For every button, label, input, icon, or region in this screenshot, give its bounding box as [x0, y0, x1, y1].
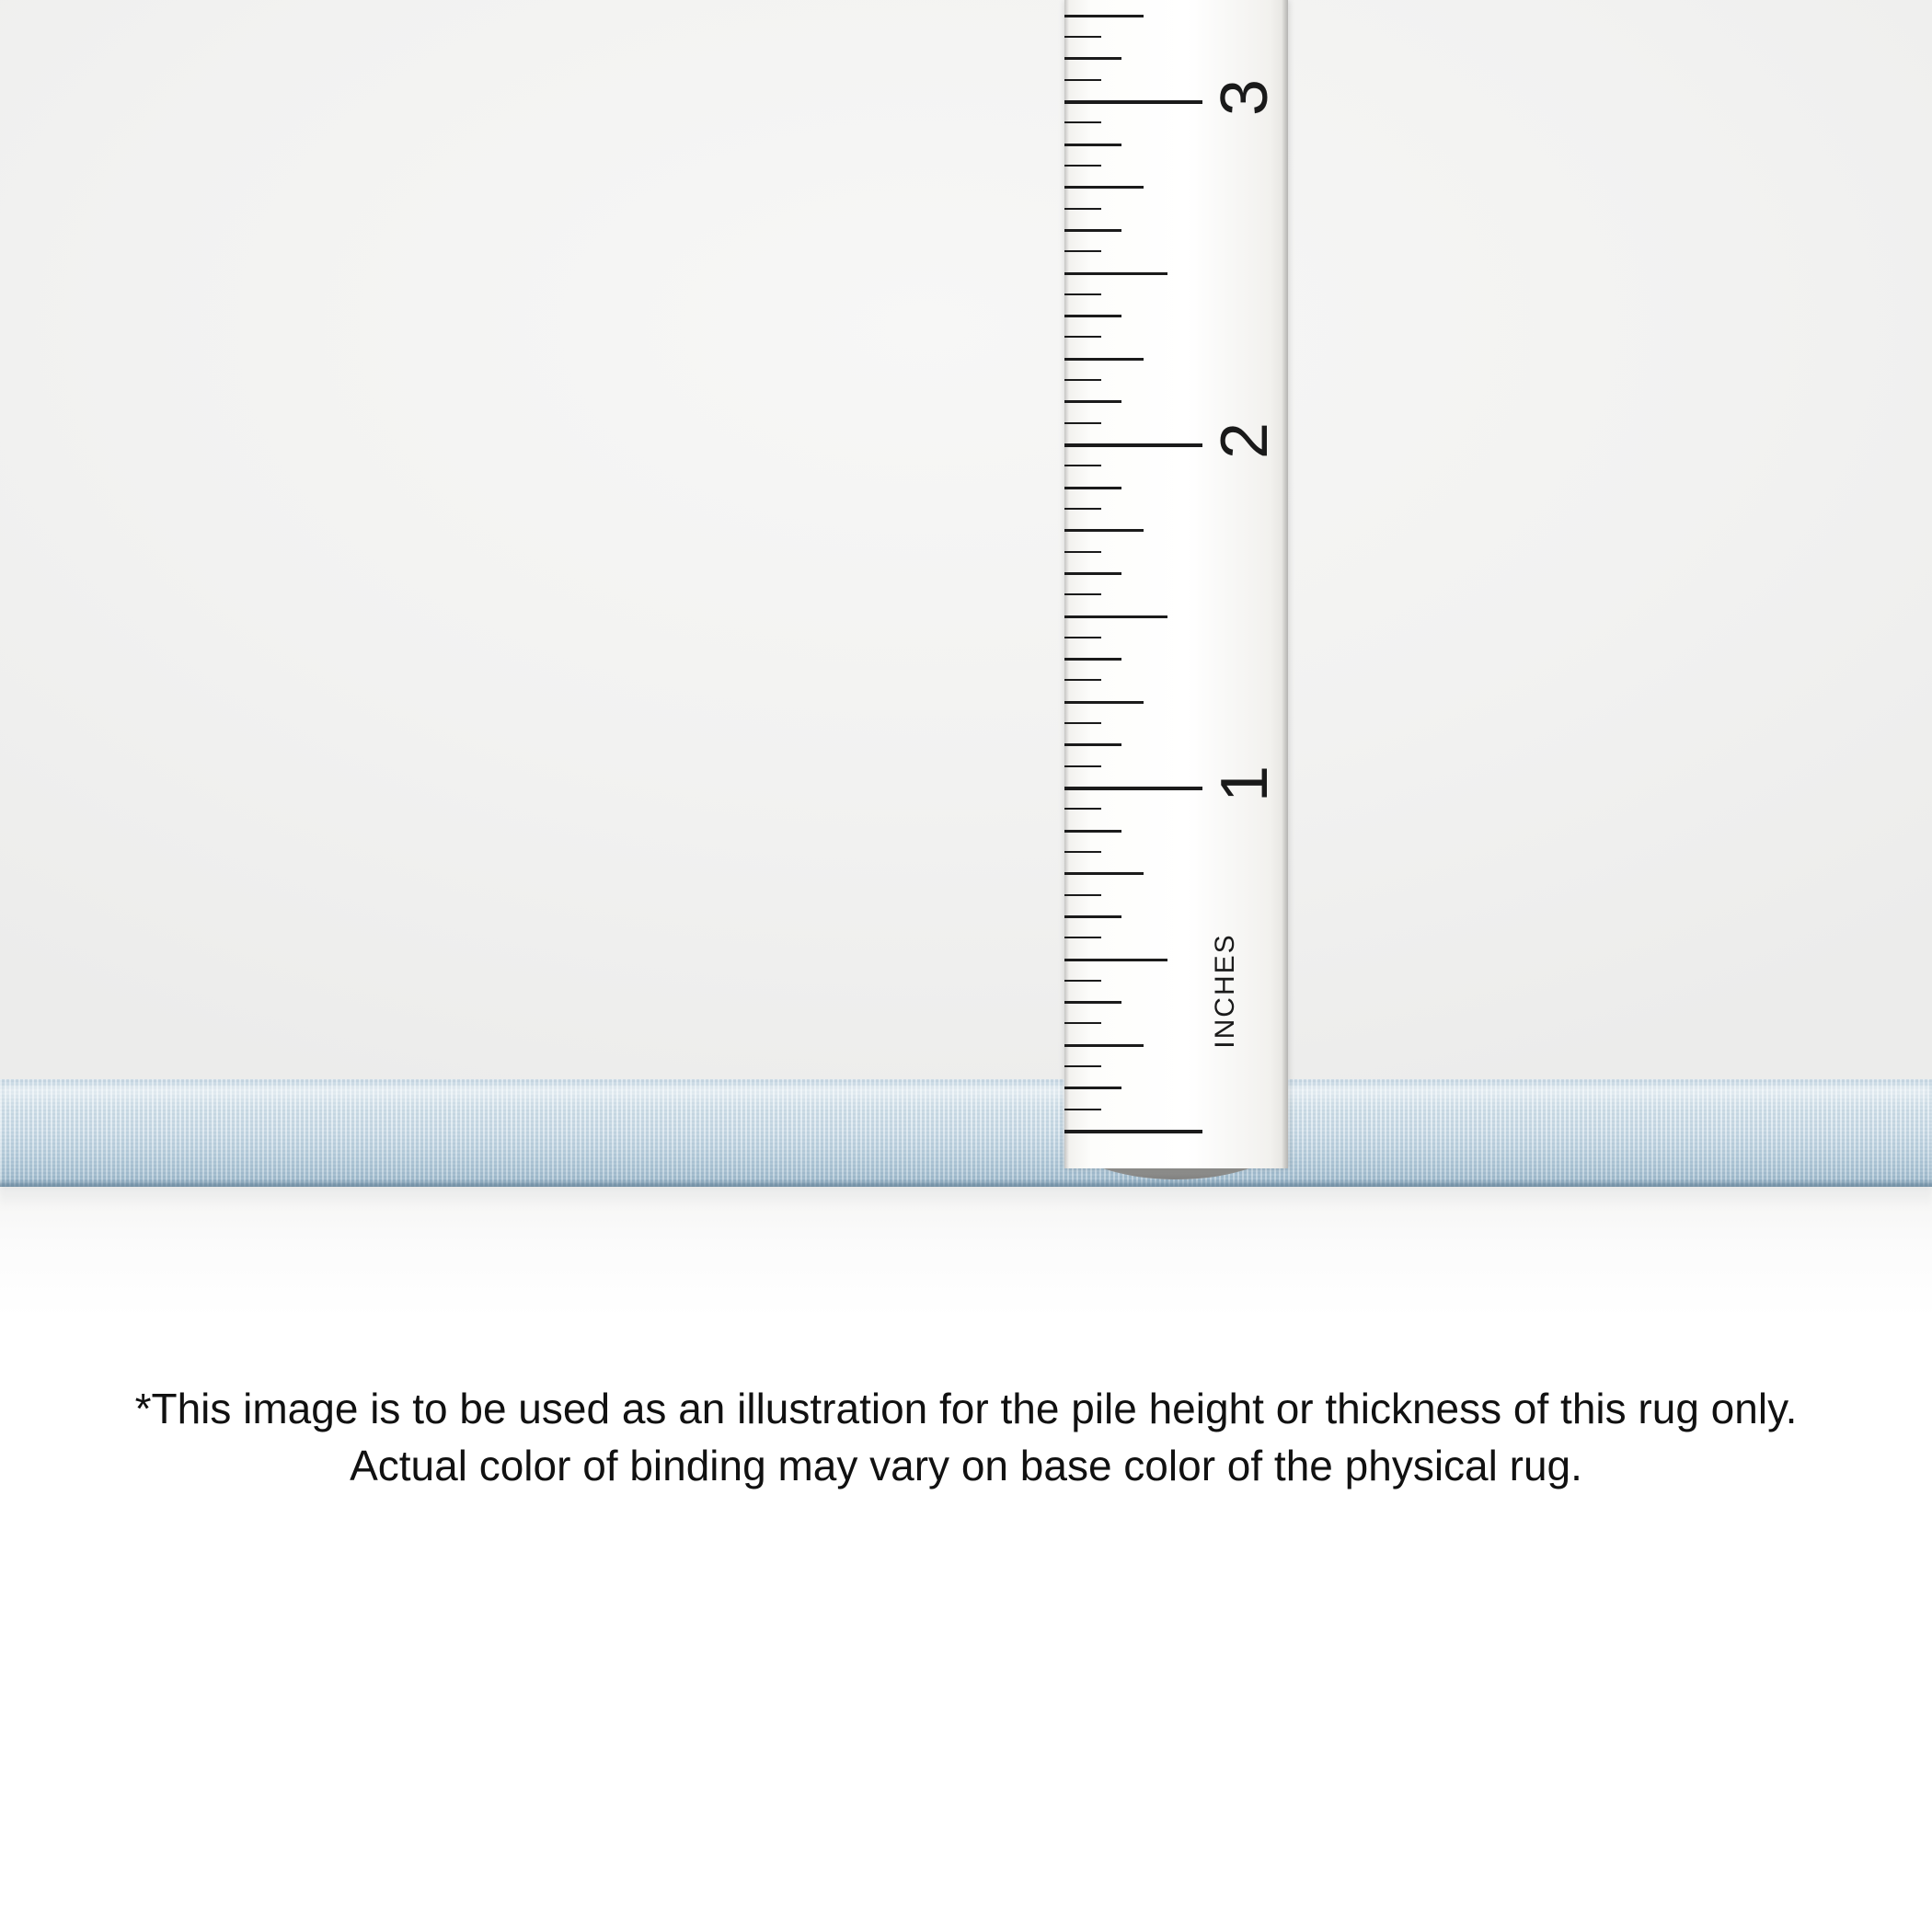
ruler-tick	[1064, 293, 1101, 295]
ruler-tick	[1064, 915, 1121, 918]
ruler-tick	[1064, 1087, 1121, 1089]
ruler-tick	[1064, 336, 1101, 338]
ruler-inch-label: 3	[1208, 78, 1282, 117]
ruler-tick	[1064, 36, 1101, 38]
ruler-tick	[1064, 529, 1144, 532]
ruler-tick	[1064, 100, 1202, 104]
ruler-tick	[1064, 808, 1101, 810]
ruler-tick	[1064, 79, 1101, 81]
ruler-tick	[1064, 959, 1167, 961]
ruler-tick	[1064, 787, 1202, 790]
caption-line-1: *This image is to be used as an illustration for the pile height or thickness of this rug only.	[134, 1385, 1798, 1432]
ruler-tick	[1064, 679, 1101, 681]
ruler-tick	[1064, 722, 1101, 724]
ruler-left-edge	[1064, 0, 1069, 1168]
caption-block	[0, 1380, 1932, 1494]
ruler-tick	[1064, 229, 1121, 232]
ruler-inch-label: 1	[1208, 765, 1282, 803]
ruler-tick	[1064, 593, 1101, 595]
binding-highlight	[0, 1085, 1932, 1109]
ruler-tick	[1064, 743, 1121, 746]
ruler-tick	[1064, 637, 1101, 638]
ruler-right-edge	[1282, 0, 1288, 1168]
ruler-tick	[1064, 765, 1101, 767]
rug-binding-edge	[0, 1079, 1932, 1187]
ruler-tick	[1064, 57, 1121, 60]
ruler-tick	[1064, 465, 1101, 466]
ruler-tick	[1064, 315, 1121, 317]
ruler-tick	[1064, 830, 1121, 833]
ruler-tick	[1064, 272, 1167, 275]
ruler-inch-label: 2	[1208, 421, 1282, 460]
ruler-tick	[1064, 658, 1121, 661]
ruler-tick	[1064, 358, 1144, 361]
ruler-tick	[1064, 851, 1101, 853]
ruler-tick	[1064, 186, 1144, 189]
ruler-tick	[1064, 1001, 1121, 1004]
ruler-tick	[1064, 894, 1101, 896]
ruler-tick	[1064, 551, 1101, 553]
ruler-tick	[1064, 422, 1101, 424]
ruler-tick	[1064, 1130, 1202, 1133]
ruler-tick	[1064, 615, 1167, 618]
ruler-tick	[1064, 937, 1101, 938]
ruler-tick	[1064, 121, 1101, 123]
ruler-tick	[1064, 443, 1202, 447]
ruler-tick	[1064, 872, 1144, 875]
ruler-tick	[1064, 165, 1101, 167]
ruler-tick	[1064, 1109, 1101, 1110]
ruler-tick	[1064, 15, 1144, 17]
ruler-unit-label: INCHES	[1210, 933, 1240, 1049]
ruler-tick	[1064, 980, 1101, 982]
ruler-tick	[1064, 208, 1101, 210]
ruler-tick	[1064, 508, 1101, 510]
ruler-tick	[1064, 701, 1144, 704]
ruler-tick	[1064, 487, 1121, 489]
binding-underside-shadow	[0, 1179, 1932, 1187]
ruler-tick	[1064, 572, 1121, 575]
ruler-tick	[1064, 250, 1101, 252]
ruler-tick	[1064, 144, 1121, 146]
ruler-tick	[1064, 400, 1121, 403]
measuring-tape-ruler	[1064, 0, 1288, 1168]
ruler-tick	[1064, 379, 1101, 381]
ruler-tick	[1064, 1022, 1101, 1024]
caption-line-2: Actual color of binding may vary on base color of the physical rug.	[350, 1442, 1582, 1490]
ruler-tick	[1064, 1044, 1144, 1047]
ruler-tick	[1064, 1065, 1101, 1067]
